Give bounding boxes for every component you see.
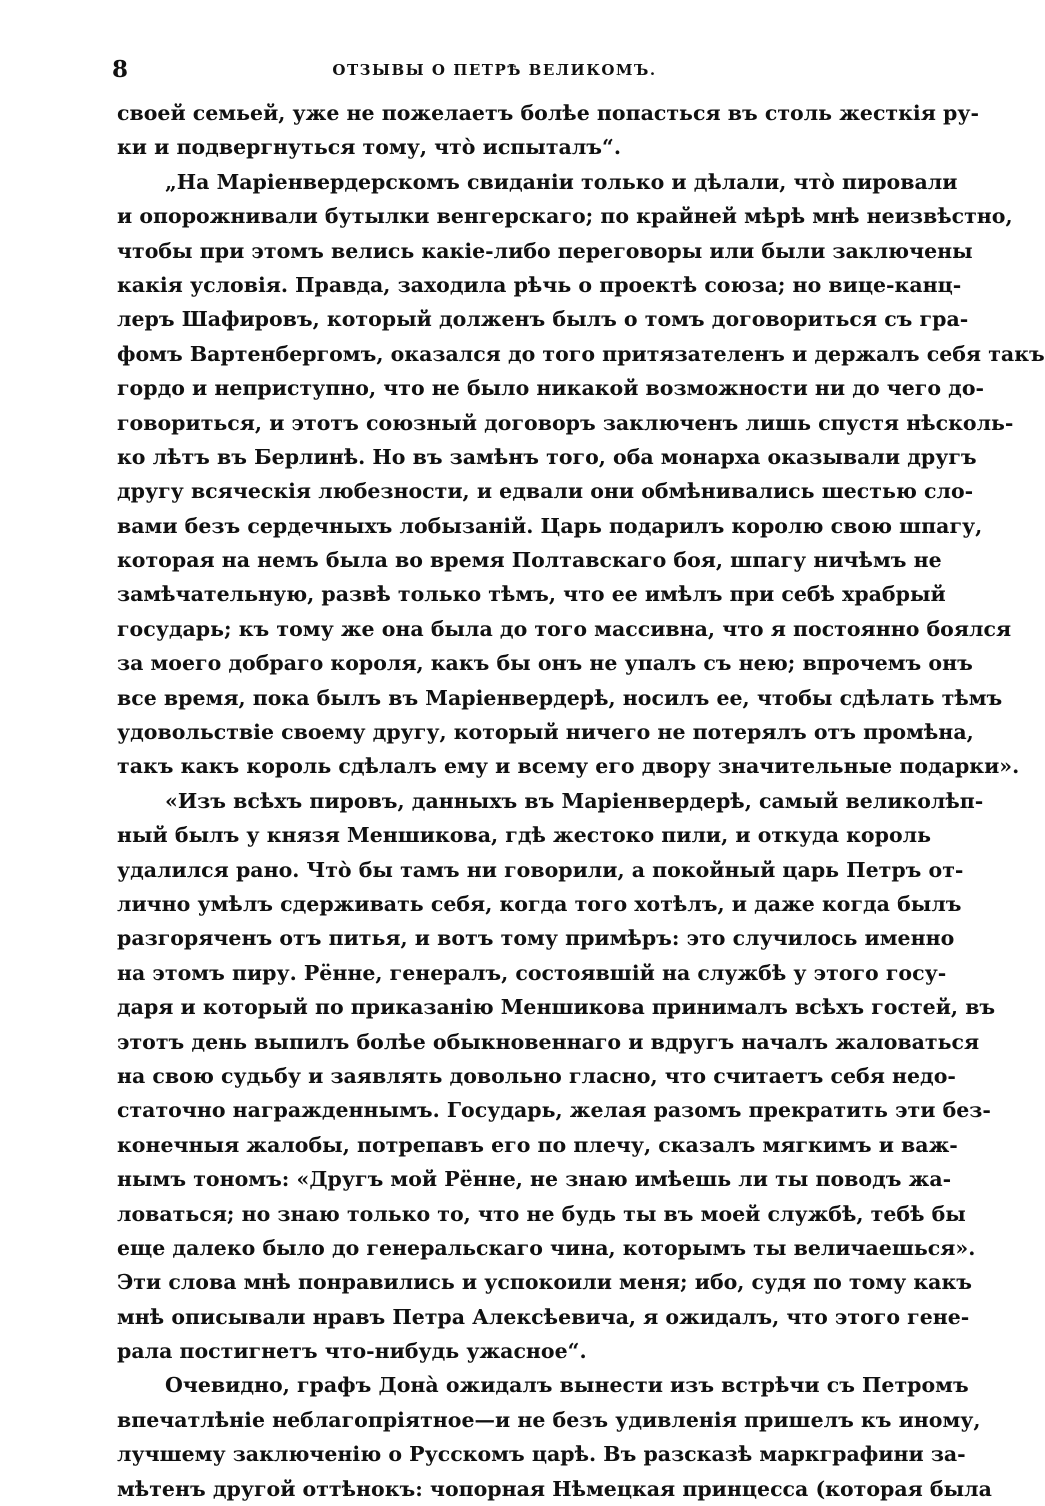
text-line: фомъ Вартенбергомъ, оказался до того притязателенъ и держалъ себя такъ bbox=[117, 341, 1045, 366]
text-line: гордо и неприступно, что не было никакой возможности ни до чего до- bbox=[117, 376, 985, 401]
text-line: такъ какъ король сдѣлалъ ему и всему его двору значительные подарки». bbox=[117, 754, 1020, 779]
text-line: конечныя жалобы, потрепавъ его по плечу, сказалъ мягкимъ и важ- bbox=[117, 1132, 958, 1157]
running-title: ОТЗЫВЫ О ПЕТРѢ ВЕЛИКОМЪ. bbox=[332, 61, 657, 79]
text-line: мѣтенъ другой оттѣнокъ: чопорная Нѣмецкая принцесса (которая была bbox=[117, 1476, 992, 1501]
text-line: замѣчательную, развѣ только тѣмъ, что ее имѣлъ при себѣ храбрый bbox=[117, 582, 946, 607]
text-line: какія условія. Правда, заходила рѣчь о проектѣ союза; но вице-канц- bbox=[117, 272, 962, 297]
paragraph-first-line: «Изъ всѣхъ пировъ, данныхъ въ Маріенвердерѣ, самый великолѣп- bbox=[165, 788, 984, 813]
text-line: ловаться; но знаю только то, что не будь ты въ моей службѣ, тебѣ бы bbox=[117, 1201, 966, 1226]
paragraph-first-line: Очевидно, графъ Донà ожидалъ вынести изъ встрѣчи съ Петромъ bbox=[165, 1373, 969, 1398]
text-line: которая на немъ была во время Полтавскаго боя, шпагу ничѣмъ не bbox=[117, 548, 942, 573]
text-line: рала постигнетъ что-нибудь ужасное“. bbox=[117, 1339, 587, 1364]
text-line: леръ Шафировъ, который долженъ былъ о томъ договориться съ гра- bbox=[117, 307, 969, 332]
text-line: нымъ тономъ: «Другъ мой Рённе, не знаю имѣешь ли ты поводъ жа- bbox=[117, 1167, 952, 1192]
text-line: на этомъ пиру. Рённе, генералъ, состоявшій на службѣ у этого госу- bbox=[117, 960, 947, 985]
text-line: чтобы при этомъ велись какіе-либо переговоры или были заключены bbox=[117, 238, 973, 263]
text-line: Эти слова мнѣ понравились и успокоили меня; ибо, судя по тому какъ bbox=[117, 1270, 972, 1295]
text-line: впечатлѣніе неблагопріятное—и не безъ удивленія пришелъ къ иному, bbox=[117, 1407, 981, 1432]
text-line: за моего добраго короля, какъ бы онъ не упалъ съ нею; впрочемъ онъ bbox=[117, 651, 973, 676]
text-line: статочно награжденнымъ. Государь, желая разомъ прекратить эти без- bbox=[117, 1098, 991, 1123]
text-line: разгоряченъ отъ питья, и вотъ тому примѣръ: это случилось именно bbox=[117, 926, 955, 951]
text-line: и опорожнивали бутылки венгерскаго; по крайней мѣрѣ мнѣ неизвѣстно, bbox=[117, 204, 1013, 229]
text-line: удалился рано. Что̀ бы тамъ ни говорили, а покойный царь Петръ от- bbox=[117, 857, 964, 882]
text-line: говориться, и этотъ союзный договоръ заключенъ лишь спустя нѣсколь- bbox=[117, 410, 1014, 435]
text-line: ный былъ у князя Меншикова, гдѣ жестоко пили, и откуда король bbox=[117, 823, 931, 848]
page-number: 8 bbox=[112, 56, 129, 83]
text-line: даря и который по приказанію Меншикова принималъ всѣхъ гостей, въ bbox=[117, 995, 996, 1020]
text-line: ки и подвергнуться тому, что̀ испыталъ“. bbox=[117, 135, 621, 160]
text-line: вами безъ сердечныхъ лобызаній. Царь подарилъ королю свою шпагу, bbox=[117, 513, 983, 538]
page-header bbox=[112, 58, 877, 82]
text-line: на свою судьбу и заявлять довольно гласно, что считаетъ себя недо- bbox=[117, 1063, 956, 1088]
text-line: лично умѣлъ сдерживать себя, когда того хотѣлъ, и даже когда былъ bbox=[117, 891, 962, 916]
text-line: своей семьей, уже не пожелаетъ болѣе попасться въ столь жесткія ру- bbox=[117, 101, 979, 125]
paragraph-first-line: „На Маріенвердерскомъ свиданіи только и дѣлали, что̀ пировали bbox=[165, 169, 958, 194]
text-line: удовольствіе своему другу, который ничего не потерялъ отъ промѣна, bbox=[117, 720, 974, 745]
text-line: этотъ день выпилъ болѣе обыкновеннаго и вдругъ началъ жаловаться bbox=[117, 1029, 980, 1054]
text-line: мнѣ описывали нравъ Петра Алексѣевича, я ожидалъ, что этого гене- bbox=[117, 1304, 970, 1329]
text-line: лучшему заключенію о Русскомъ царѣ. Въ разсказѣ маркграфини за- bbox=[117, 1442, 966, 1467]
text-line: еще далеко было до генеральскаго чина, которымъ ты величаешься». bbox=[117, 1235, 976, 1260]
text-line: все время, пока былъ въ Маріенвердерѣ, носилъ ее, чтобы сдѣлать тѣмъ bbox=[117, 685, 1003, 710]
text-line: государь; къ тому же она была до того массивна, что я постоянно боялся bbox=[117, 616, 1012, 641]
body-text bbox=[117, 96, 1045, 1506]
text-line: ко лѣтъ въ Берлинѣ. Но въ замѣнъ того, оба монарха оказывали другъ bbox=[117, 444, 977, 469]
text-line: другу всяческія любезности, и едвали они обмѣнивались шестью сло- bbox=[117, 479, 974, 504]
